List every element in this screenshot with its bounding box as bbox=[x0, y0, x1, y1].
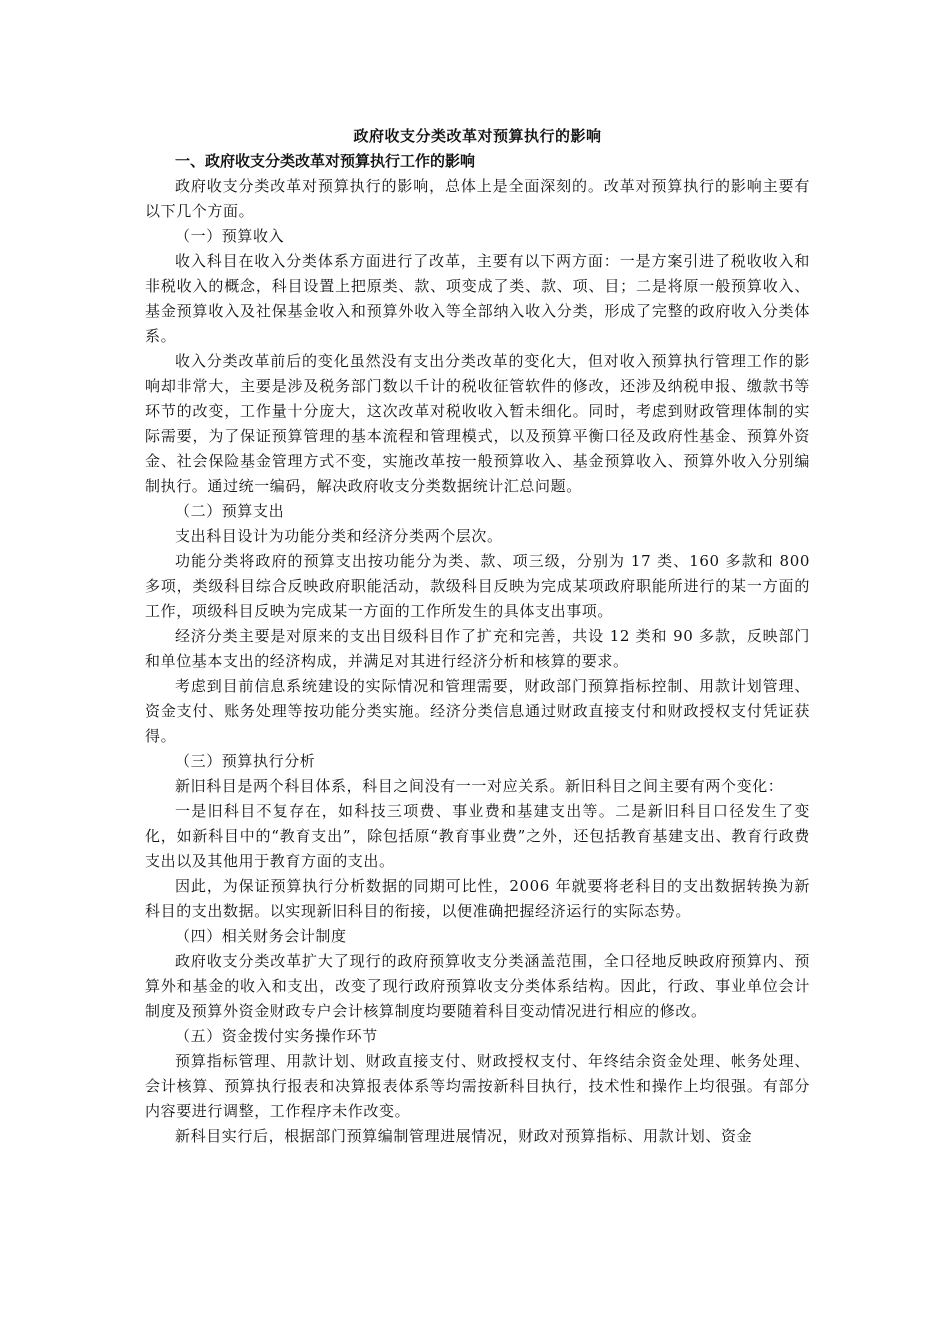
subsection-heading-revenue: （一）预算收入 bbox=[175, 227, 285, 245]
paragraph: 政府收支分类改革扩大了现行的政府预算收支分类涵盖范围，全口径地反映政府预算内、预算外和基金的收入和支出，改变了现行政府预算收支分类体系结构。因此，行政、事业单位会计制度及预算外资金财政专户会计核算制度均要随着科目变动情况进行相应的修改。 bbox=[145, 952, 810, 1020]
subsection-heading-expenditure: （二）预算支出 bbox=[175, 502, 285, 520]
subsection-heading-funding: （五）资金拨付实务操作环节 bbox=[175, 1027, 378, 1045]
subsection-heading-analysis: （三）预算执行分析 bbox=[175, 752, 316, 770]
paragraph: 因此，为保证预算执行分析数据的同期可比性，2006 年就要将老科目的支出数据转换为新科目的支出数据。以实现新旧科目的衔接，以便准确把握经济运行的实际态势。 bbox=[145, 877, 810, 920]
paragraph: 预算指标管理、用款计划、财政直接支付、财政授权支付、年终结余资金处理、帐务处理、会计核算、预算执行报表和决算报表体系等均需按新科目执行，技术性和操作上均很强。有部分内容要进行调整，工作程序未作改变。 bbox=[145, 1052, 810, 1120]
paragraph: 经济分类主要是对原来的支出目级科目作了扩充和完善，共设 12 类和 90 多款，反映部门和单位基本支出的经济构成，并满足对其进行经济分析和核算的要求。 bbox=[145, 627, 810, 670]
paragraph: 收入科目在收入分类体系方面进行了改革，主要有以下两方面：一是方案引进了税收收入和非税收入的概念，科目设置上把原类、款、项变成了类、款、项、目；二是将原一般预算收入、基金预算收入及社保基金收入和预算外收入等全部纳入收入分类，形成了完整的政府收入分类体系。 bbox=[145, 252, 810, 345]
section-heading: 一、政府收支分类改革对预算执行工作的影响 bbox=[175, 152, 476, 170]
paragraph: 新科目实行后，根据部门预算编制管理进展情况，财政对预算指标、用款计划、资金 bbox=[175, 1127, 753, 1145]
paragraph: 新旧科目是两个科目体系，科目之间没有一一对应关系。新旧科目之间主要有两个变化： bbox=[175, 777, 784, 795]
paragraph: 考虑到目前信息系统建设的实际情况和管理需要，财政部门预算指标控制、用款计划管理、资金支付、账务处理等按功能分类实施。经济分类信息通过财政直接支付和财政授权支付凭证获得。 bbox=[145, 677, 810, 745]
paragraph: 功能分类将政府的预算支出按功能分为类、款、项三级，分别为 17 类、160 多款和 800 多项，类级科目综合反映政府职能活动，款级科目反映为完成某项政府职能所进行的某一方面的工作，项级科目反映为完成某一方面的工作所发生的具体支出事项。 bbox=[145, 552, 810, 620]
paragraph: 一是旧科目不复存在，如科技三项费、事业费和基建支出等。二是新旧科目口径发生了变化，如新科目中的“教育支出”，除包括原“教育事业费”之外，还包括教育基建支出、教育行政费支出以及其他用于教育方面的支出。 bbox=[145, 802, 810, 870]
paragraph: 收入分类改革前后的变化虽然没有支出分类改革的变化大，但对收入预算执行管理工作的影响却非常大，主要是涉及税务部门数以千计的税收征管软件的修改，还涉及纳税申报、缴款书等环节的改变，工作量十分庞大，这次改革对税收收入暂未细化。同时，考虑到财政管理体制的实际需要，为了保证预算管理的基本流程和管理模式，以及预算平衡口径及政府性基金、预算外资金、社会保险基金管理方式不变，实施改革按一般预算收入、基金预算收入、预算外收入分别编制执行。通过统一编码，解决政府收支分类数据统计汇总问题。 bbox=[145, 352, 810, 495]
subsection-heading-accounting: （四）相关财务会计制度 bbox=[175, 927, 347, 945]
document-title: 政府收支分类改革对预算执行的影响 bbox=[353, 127, 602, 145]
intro-paragraph: 政府收支分类改革对预算执行的影响，总体上是全面深刻的。改革对预算执行的影响主要有以下几个方面。 bbox=[145, 177, 810, 220]
paragraph: 支出科目设计为功能分类和经济分类两个层次。 bbox=[175, 527, 503, 545]
document-page bbox=[145, 124, 810, 1149]
